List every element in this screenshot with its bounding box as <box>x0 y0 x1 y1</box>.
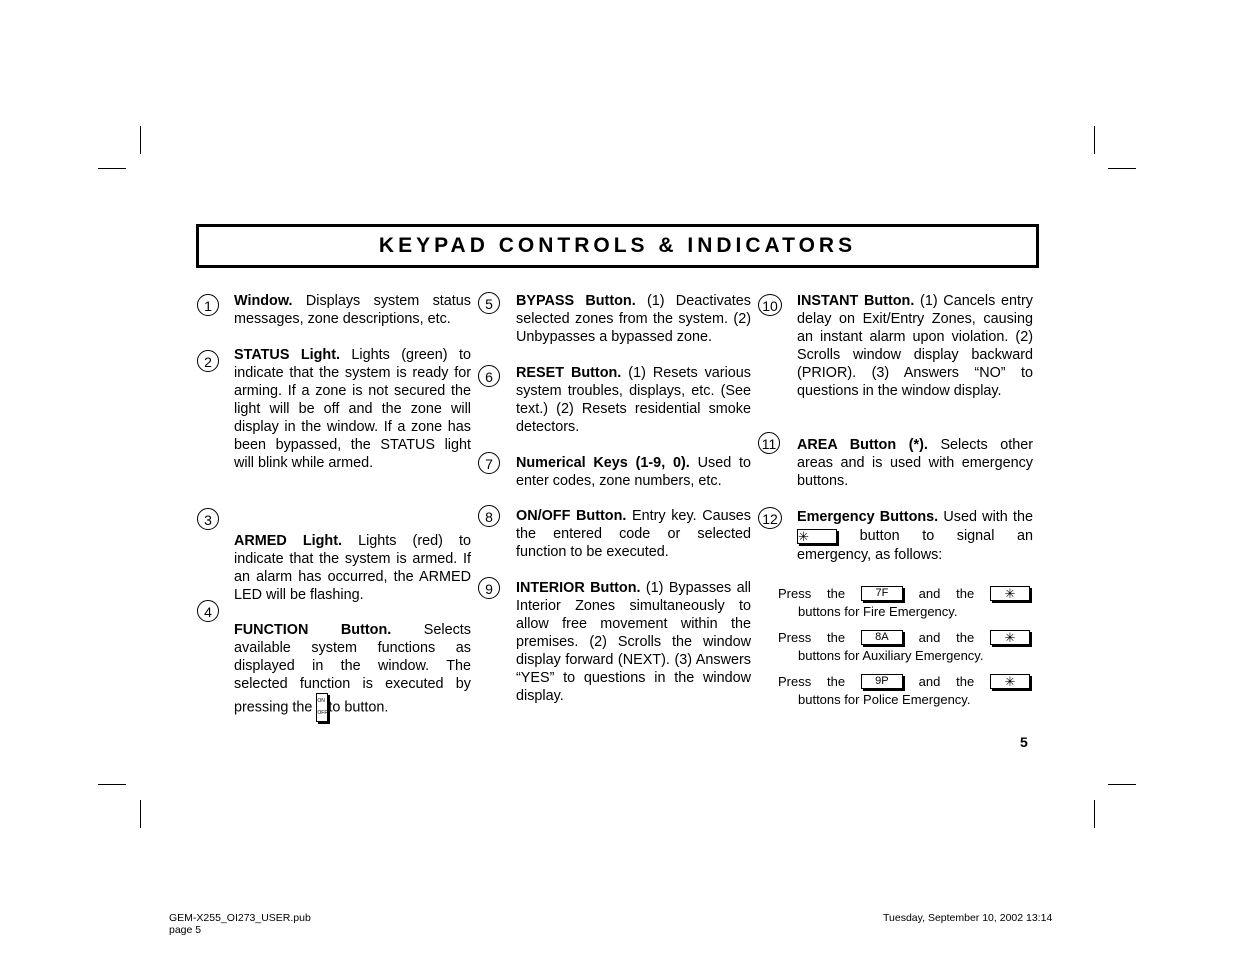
footer-filename: GEM-X255_OI273_USER.pub <box>169 912 311 924</box>
the-word: the <box>827 630 846 645</box>
the-word: the <box>956 674 975 689</box>
function-heading: FUNCTION Button. <box>234 622 392 638</box>
the-word: the <box>827 586 846 601</box>
star-key-icon: ✳ <box>990 586 1030 601</box>
item-number: 1 <box>197 294 219 316</box>
the-word: the <box>827 674 846 689</box>
title-box <box>196 224 1039 268</box>
item-number: 10 <box>758 294 782 316</box>
area-heading: AREA Button (*). <box>797 437 928 453</box>
and-word: and <box>918 630 941 645</box>
emergency-row-caption: buttons for Fire Emergency. <box>798 604 958 619</box>
emergency-row-fire <box>778 585 1030 620</box>
item-number: 5 <box>478 292 500 314</box>
bypass-text: (1) Deactivates selected zones from the system. (2) Unbypasses a bypassed zone. <box>516 293 751 345</box>
emergency-text-b: button to signal an emergency, as follows: <box>797 528 1033 563</box>
reset-text: (1) Resets various system troubles, displays, etc. (See text.) (2) Resets residential smoke detectors. <box>516 365 752 435</box>
auxiliary-key-icon: 8A <box>861 630 903 645</box>
emergency-row-police <box>778 673 1030 708</box>
area-description <box>797 436 1033 490</box>
numerical-description <box>516 454 751 490</box>
instant-heading: INSTANT Button. <box>797 293 915 309</box>
crop-mark <box>1094 126 1095 154</box>
emergency-heading: Emergency Buttons. <box>797 509 939 525</box>
item-number: 4 <box>197 600 219 622</box>
function-description <box>234 621 471 722</box>
reset-description <box>516 364 751 436</box>
the-word: the <box>956 586 975 601</box>
instant-description <box>797 292 1033 400</box>
emergency-row-caption: buttons for Police Emergency. <box>798 692 971 707</box>
and-word: and <box>918 674 941 689</box>
item-number: 11 <box>758 432 780 454</box>
crop-mark <box>98 168 126 169</box>
onoff-heading: ON/OFF Button. <box>516 508 627 524</box>
armed-heading: ARMED Light. <box>234 533 342 549</box>
interior-text: (1) Bypasses all Interior Zones simultaneously to allow free movement within the premises. (2) Scrolls the window display forward (NEXT). (3) Answers “YES” to questions in the window display. <box>516 580 751 704</box>
emergency-text-a: Used with the <box>938 509 1033 525</box>
emergency-description <box>797 508 1033 565</box>
armed-text: Lights (red) to indicate that the system is armed. If an alarm has occurred, the ARMED LED will be flashing. <box>234 533 472 603</box>
item-number: 2 <box>197 350 219 372</box>
footer-date: Tuesday, September 10, 2002 13:14 <box>883 912 1053 924</box>
function-text: Selects available system functions as displayed in the window. The selected function is executed by pressing the <box>234 622 471 716</box>
area-text: Selects other areas and is used with emergency buttons. <box>797 437 1033 489</box>
crop-mark <box>140 126 141 154</box>
window-description <box>234 292 471 328</box>
numerical-heading: Numerical Keys (1-9, 0). <box>516 455 690 471</box>
interior-description <box>516 579 751 705</box>
police-key-icon: 9P <box>861 674 903 689</box>
onoff-key-icon <box>316 693 328 722</box>
item-number: 3 <box>197 508 219 530</box>
numerical-text: Used to enter codes, zone numbers, etc. <box>516 455 752 489</box>
item-number: 12 <box>758 507 782 529</box>
press-word: Press <box>778 674 812 689</box>
crop-mark <box>98 784 126 785</box>
status-description <box>234 346 471 472</box>
onoff-key-bottom: OFF <box>317 710 328 716</box>
star-key-icon: ✳ <box>990 630 1030 645</box>
the-word: the <box>956 630 975 645</box>
instant-text: (1) Cancels entry delay on Exit/Entry Zones, causing an instant alarm upon violation. (2) Scrolls window display backward (PRIOR). (3) Answers “NO” to questions in the window display. <box>797 293 1033 399</box>
press-word: Press <box>778 586 812 601</box>
item-number: 6 <box>478 365 500 387</box>
bypass-description <box>516 292 751 346</box>
status-text: Lights (green) to indicate that the system is ready for arming. If a zone is not secured the light will be off and the zone will display in the window. If a zone has been bypassed, the STATUS light will blink while armed. <box>234 347 471 471</box>
emergency-row-caption: buttons for Auxiliary Emergency. <box>798 648 984 663</box>
onoff-text: Entry key. Causes the entered code or selected function to be executed. <box>516 508 752 560</box>
interior-heading: INTERIOR Button. <box>516 580 641 596</box>
onoff-key-top: ON <box>317 698 325 704</box>
star-key-icon: ✳ <box>797 529 837 544</box>
reset-heading: RESET Button. <box>516 365 622 381</box>
press-word: Press <box>778 630 812 645</box>
item-number: 8 <box>478 505 500 527</box>
status-heading: STATUS Light. <box>234 347 340 363</box>
item-number: 9 <box>478 577 500 599</box>
star-key-icon: ✳ <box>990 674 1030 689</box>
page-number: 5 <box>1020 734 1028 750</box>
window-text: Displays system status messages, zone descriptions, etc. <box>234 293 471 327</box>
item-number: 7 <box>478 452 500 474</box>
bypass-heading: BYPASS Button. <box>516 293 636 309</box>
emergency-row-auxiliary <box>778 629 1030 664</box>
and-word: and <box>918 586 941 601</box>
footer-page: page 5 <box>169 924 202 936</box>
crop-mark <box>1094 800 1095 828</box>
page-title: KEYPAD CONTROLS & INDICATORS <box>378 234 857 257</box>
footer-file <box>169 912 311 936</box>
crop-mark <box>1108 784 1136 785</box>
function-tail: to button. <box>328 699 389 716</box>
crop-mark <box>1108 168 1136 169</box>
fire-key-icon: 7F <box>861 586 903 601</box>
onoff-description <box>516 507 751 561</box>
armed-description <box>234 532 471 604</box>
crop-mark <box>140 800 141 828</box>
window-heading: Window. <box>234 293 293 309</box>
